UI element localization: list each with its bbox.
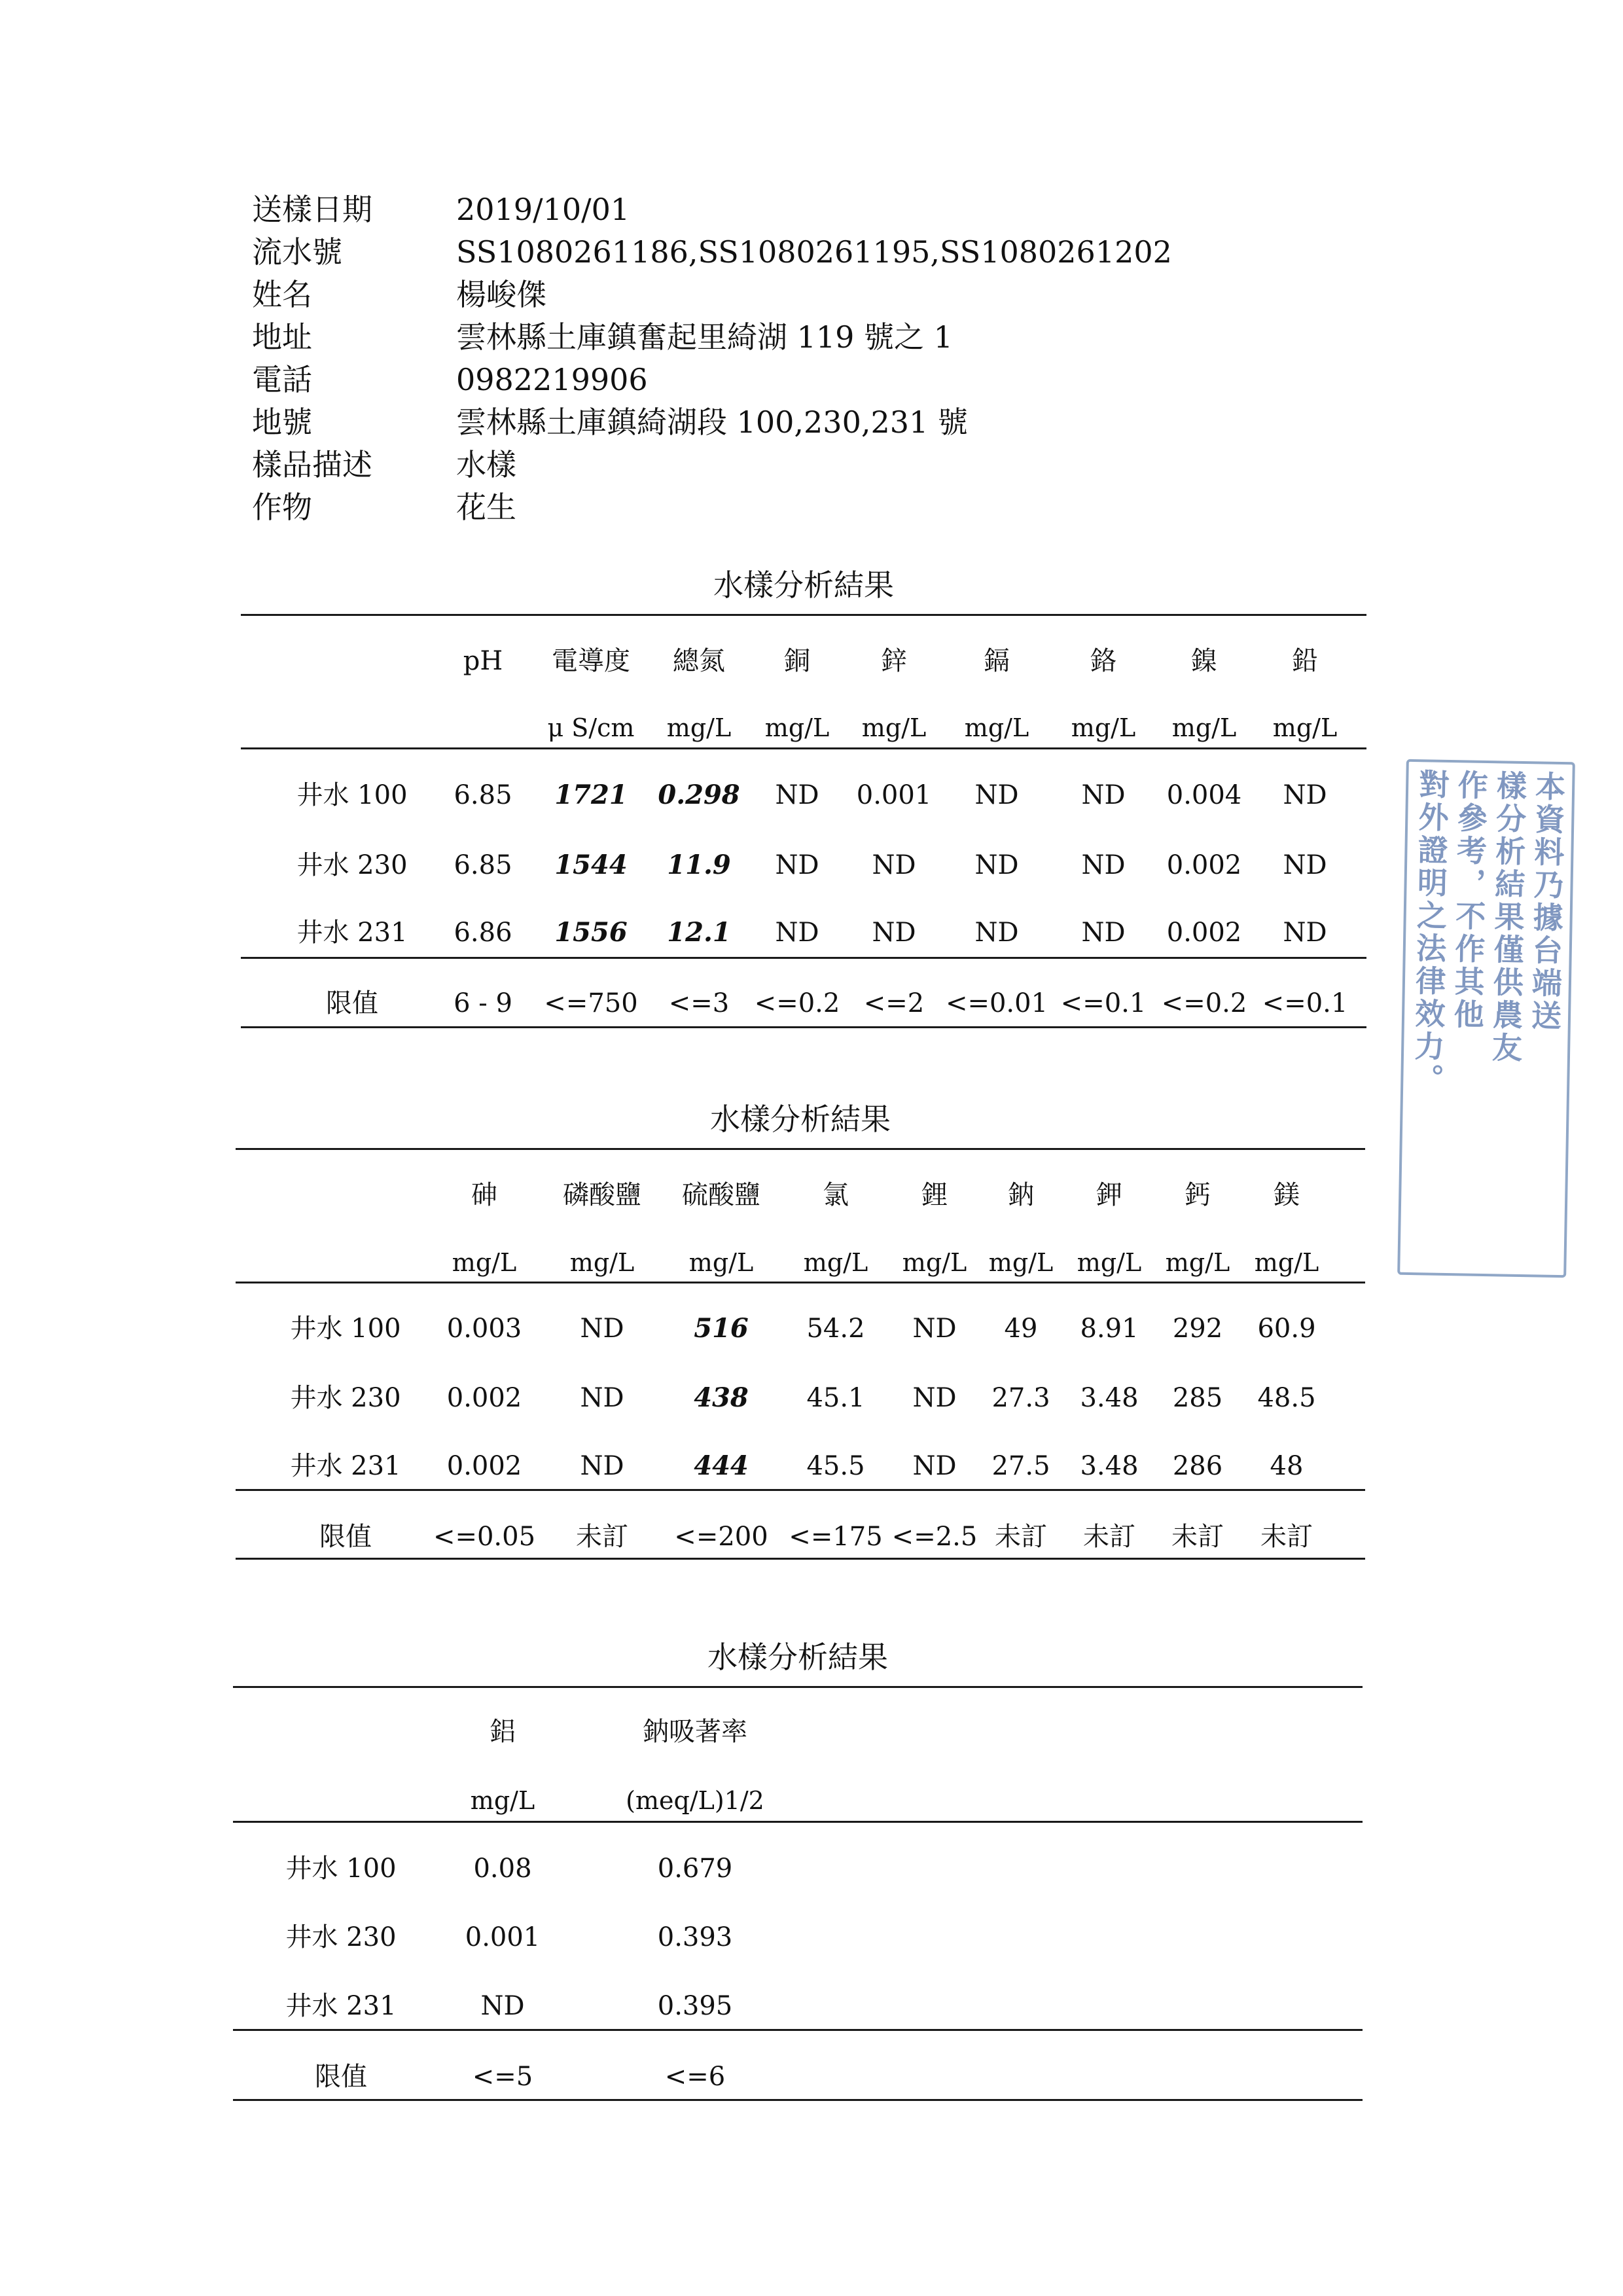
limit-cell: <=2 [863,988,925,1018]
table-cell: ND [480,1991,525,2021]
table-cell: 48 [1270,1451,1304,1481]
column-header: 總氮 [673,646,725,676]
column-unit: mg/L [452,1248,517,1277]
info-label: 送樣日期 [252,192,372,227]
info-value: 水樣 [456,447,516,482]
table-cell: ND [580,1383,624,1413]
limit-cell: <=0.1 [1060,988,1147,1018]
column-unit: (meq/L)1/2 [626,1786,764,1815]
column-header: 鋰 [921,1180,948,1210]
table-cell: ND [1283,780,1327,810]
row-label: 井水 230 [290,1383,401,1413]
column-header: 鋁 [490,1717,516,1747]
limit-rule [236,1489,1365,1491]
seal-stamp [1397,759,1575,1278]
analysis-table-3 [233,1630,1363,2114]
column-unit: mg/L [1071,713,1136,742]
column-unit: mg/L [902,1248,967,1277]
limit-label: 限值 [326,988,378,1018]
column-unit: mg/L [988,1248,1054,1277]
table-cell: 0.002 [446,1451,522,1481]
top-rule [236,1148,1365,1150]
info-label: 流水號 [252,234,342,270]
table-cell: 0.393 [657,1922,733,1952]
limit-cell: 6 - 9 [454,988,512,1018]
table-cell: 12.1 [667,917,731,948]
header-rule [233,1821,1363,1823]
table-cell: ND [974,780,1019,810]
column-unit: mg/L [569,1248,635,1277]
seal-stamp-column: 樣分析結果僅供農友 [1487,770,1528,1065]
seal-stamp-column: 本資料乃據台端送 [1526,770,1567,1033]
column-header: 鎂 [1274,1180,1300,1210]
column-unit: mg/L [861,713,927,742]
table-cell: 0.001 [856,780,932,810]
table-cell: 516 [694,1313,749,1344]
row-label: 井水 230 [285,1922,397,1952]
limit-cell: 未訂 [1083,1522,1135,1552]
column-header: 鈣 [1185,1180,1211,1210]
column-header: pH [463,646,503,676]
limit-rule [233,2029,1363,2031]
table-cell: ND [872,918,916,948]
table-cell: ND [580,1314,624,1344]
table-cell: ND [1081,780,1126,810]
limit-cell: 未訂 [1171,1522,1224,1552]
column-header: 鉛 [1292,646,1318,676]
limit-cell: <=0.1 [1262,988,1348,1018]
table-cell: 292 [1172,1314,1223,1344]
column-header: 鈉 [1008,1180,1034,1210]
table-cell: ND [974,918,1019,948]
section-title: 水樣分析結果 [710,1102,891,1137]
column-header: 銅 [784,646,810,676]
header-rule [241,747,1366,749]
limit-cell: <=0.01 [945,988,1048,1018]
info-value: 楊峻傑 [456,277,546,312]
table-cell: 6.86 [454,918,512,948]
info-value: 雲林縣土庫鎮奮起里綺湖 119 號之 1 [456,319,953,355]
table-cell: 6.85 [454,850,512,880]
limit-cell: 未訂 [576,1522,628,1552]
table-cell: 49 [1004,1314,1038,1344]
column-unit: mg/L [764,713,830,742]
table-cell: 0.298 [658,780,740,810]
column-unit: mg/L [964,713,1029,742]
section-title: 水樣分析結果 [707,1640,888,1675]
table-cell: ND [974,850,1019,880]
info-label: 地號 [252,404,312,440]
table-cell: 0.002 [446,1383,522,1413]
table-cell: 27.3 [991,1383,1050,1413]
table-cell: ND [775,850,819,880]
table-cell: ND [1283,850,1327,880]
header-rule [236,1282,1365,1283]
bottom-rule [236,1558,1365,1560]
limit-label: 限值 [315,2062,367,2092]
row-label: 井水 231 [285,1991,397,2021]
table-cell: 0.003 [446,1314,522,1344]
column-unit: mg/L [1165,1248,1230,1277]
table-cell: ND [1283,918,1327,948]
column-unit: mg/L [688,1248,754,1277]
info-label: 姓名 [252,277,312,312]
column-unit: mg/L [1171,713,1237,742]
analysis-table-1 [241,556,1366,1041]
table-cell: 286 [1172,1451,1223,1481]
column-unit: μ S/cm [547,713,635,742]
limit-cell: <=0.05 [433,1522,536,1552]
seal-stamp-column: 作參考，不作其他 [1449,769,1489,1031]
column-unit: mg/L [1254,1248,1319,1277]
table-cell: 48.5 [1257,1383,1316,1413]
table-cell: 60.9 [1257,1314,1316,1344]
table-cell: 0.002 [1166,918,1242,948]
column-header: 磷酸鹽 [563,1180,641,1210]
info-value: SS1080261186,SS1080261195,SS1080261202 [456,234,1172,270]
info-label: 作物 [252,490,312,525]
table-cell: ND [775,780,819,810]
table-cell: 45.1 [806,1383,865,1413]
column-header: 電導度 [552,646,630,676]
column-header: 砷 [471,1180,497,1210]
column-header: 鋅 [881,646,907,676]
table-cell: 45.5 [806,1451,865,1481]
table-cell: 285 [1172,1383,1223,1413]
table-cell: 444 [694,1450,749,1481]
limit-cell: <=175 [789,1522,883,1552]
column-header: 鎳 [1191,646,1217,676]
table-cell: 1721 [554,780,628,810]
row-label: 井水 231 [296,918,408,948]
column-unit: mg/L [666,713,732,742]
info-value: 雲林縣土庫鎮綺湖段 100,230,231 號 [456,404,968,440]
table-cell: 27.5 [991,1451,1050,1481]
section-title: 水樣分析結果 [713,567,894,603]
table-cell: 0.08 [473,1854,532,1884]
column-unit: mg/L [1077,1248,1142,1277]
limit-cell: <=3 [668,988,730,1018]
column-header: 鉀 [1096,1180,1122,1210]
info-value: 0982219906 [456,362,648,397]
table-cell: 8.91 [1080,1314,1139,1344]
limit-label: 限值 [319,1522,372,1552]
table-cell: 0.002 [1166,850,1242,880]
seal-stamp-column: 對外證明之法律效力。 [1409,768,1450,1096]
info-label: 電話 [252,362,312,397]
row-label: 井水 230 [296,850,408,880]
column-header: 鉻 [1090,646,1116,676]
limit-cell: <=0.2 [754,988,840,1018]
column-unit: mg/L [1272,713,1338,742]
table-cell: 11.9 [667,850,731,880]
info-label: 地址 [252,319,312,355]
info-label: 樣品描述 [252,447,372,482]
table-cell: 1556 [554,917,628,948]
limit-cell: <=200 [674,1522,768,1552]
table-cell: 0.395 [657,1991,733,2021]
table-cell: ND [912,1383,957,1413]
table-cell: 0.001 [465,1922,541,1952]
row-label: 井水 100 [290,1314,401,1344]
limit-cell: <=2.5 [891,1522,978,1552]
table-cell: ND [1081,918,1126,948]
table-cell: ND [872,850,916,880]
table-cell: 3.48 [1080,1383,1139,1413]
table-cell: ND [1081,850,1126,880]
table-cell: 0.004 [1166,780,1242,810]
row-label: 井水 100 [285,1854,397,1884]
seal-stamp-text [1408,768,1567,1268]
table-cell: ND [912,1451,957,1481]
limit-cell: <=0.2 [1161,988,1247,1018]
info-value: 2019/10/01 [456,192,630,227]
table-cell: 1544 [554,850,628,880]
table-cell: 438 [694,1382,749,1413]
limit-cell: 未訂 [1260,1522,1313,1552]
table-cell: 54.2 [806,1314,865,1344]
top-rule [241,614,1366,616]
limit-cell: <=5 [472,2062,533,2092]
table-cell: ND [912,1314,957,1344]
column-header: 鈉吸著率 [643,1717,747,1747]
limit-cell: <=750 [544,988,638,1018]
column-unit: mg/L [470,1786,535,1815]
table-cell: 3.48 [1080,1451,1139,1481]
bottom-rule [233,2099,1363,2101]
limit-cell: 未訂 [995,1522,1047,1552]
column-header: 鎘 [984,646,1010,676]
row-label: 井水 231 [290,1451,401,1481]
top-rule [233,1686,1363,1688]
column-header: 硫酸鹽 [682,1180,760,1210]
table-cell: 6.85 [454,780,512,810]
info-value: 花生 [456,490,516,525]
table-cell: 0.679 [657,1854,733,1884]
row-label: 井水 100 [296,780,408,810]
table-cell: ND [580,1451,624,1481]
column-unit: mg/L [803,1248,868,1277]
limit-rule [241,957,1366,959]
bottom-rule [241,1026,1366,1028]
table-cell: ND [775,918,819,948]
limit-cell: <=6 [664,2062,726,2092]
analysis-table-2 [236,1092,1365,1576]
column-header: 氯 [823,1180,849,1210]
